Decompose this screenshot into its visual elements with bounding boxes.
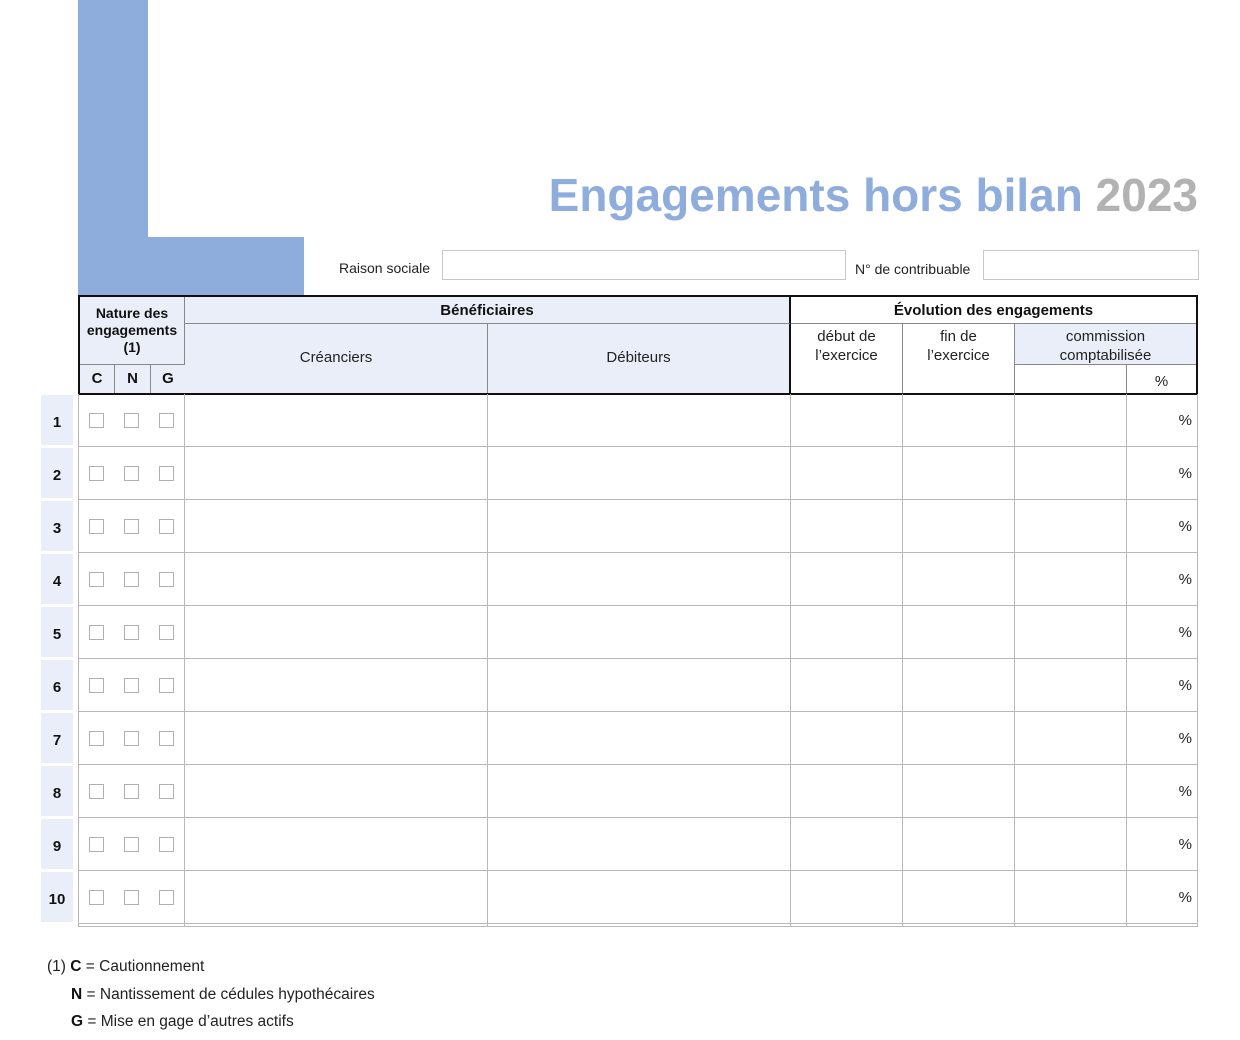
checkbox-n[interactable] <box>124 784 139 799</box>
checkbox-g[interactable] <box>159 890 174 905</box>
checkbox-g[interactable] <box>159 837 174 852</box>
checkbox-g[interactable] <box>159 784 174 799</box>
row-number: 5 <box>41 607 73 657</box>
checkbox-n[interactable] <box>124 890 139 905</box>
percent-sign: % <box>1178 518 1192 535</box>
checkbox-n[interactable] <box>124 519 139 534</box>
table-row <box>79 394 1197 447</box>
checkbox-c[interactable] <box>89 837 104 852</box>
raison-sociale-label: Raison sociale <box>339 260 431 276</box>
percent-sign: % <box>1178 836 1192 853</box>
checkbox-n[interactable] <box>124 466 139 481</box>
contribuable-label: N° de contribuable <box>855 261 971 277</box>
percent-sign: % <box>1178 465 1192 482</box>
row-number: 2 <box>41 448 73 498</box>
footnote-code-g: G <box>71 1013 84 1030</box>
header-debut: début de l’exercice <box>791 324 903 393</box>
checkbox-c[interactable] <box>89 572 104 587</box>
header-evolution: Évolution des engagements <box>791 297 1196 324</box>
table-row <box>79 553 1197 606</box>
checkbox-n[interactable] <box>124 413 139 428</box>
title-main: Engagements hors bilan <box>548 169 1083 221</box>
title-year: 2023 <box>1095 169 1198 221</box>
table-row <box>79 500 1197 553</box>
header-beneficiaires: Bénéficiaires <box>185 297 791 324</box>
percent-sign: % <box>1178 889 1192 906</box>
footnote-line-3 <box>71 1013 294 1031</box>
checkbox-g[interactable] <box>159 625 174 640</box>
footnote-line-1 <box>47 958 204 976</box>
table-row <box>79 712 1197 765</box>
row-number: 8 <box>41 766 73 816</box>
checkbox-g[interactable] <box>159 572 174 587</box>
table-row <box>79 765 1197 818</box>
checkbox-g[interactable] <box>159 731 174 746</box>
row-number: 4 <box>41 554 73 604</box>
checkbox-g[interactable] <box>159 678 174 693</box>
checkbox-c[interactable] <box>89 625 104 640</box>
decorative-bar-horizontal <box>78 237 304 296</box>
checkbox-g[interactable] <box>159 413 174 428</box>
row-number: 3 <box>41 501 73 551</box>
row-number: 9 <box>41 819 73 869</box>
checkbox-g[interactable] <box>159 519 174 534</box>
table-row <box>79 659 1197 712</box>
row-number: 7 <box>41 713 73 763</box>
checkbox-g[interactable] <box>159 466 174 481</box>
percent-sign: % <box>1178 624 1192 641</box>
footnote-line-2 <box>71 986 375 1004</box>
checkbox-n[interactable] <box>124 837 139 852</box>
checkbox-n[interactable] <box>124 678 139 693</box>
percent-sign: % <box>1178 730 1192 747</box>
percent-sign: % <box>1178 783 1192 800</box>
header-debiteurs: Débiteurs <box>488 324 791 393</box>
table-row <box>79 871 1197 924</box>
checkbox-c[interactable] <box>89 731 104 746</box>
header-creanciers: Créanciers <box>185 324 488 393</box>
table-header <box>78 295 1198 395</box>
table-body <box>78 394 1198 927</box>
header-fin: fin de l’exercice <box>903 324 1015 393</box>
checkbox-c[interactable] <box>89 519 104 534</box>
checkbox-n[interactable] <box>124 731 139 746</box>
header-col-n: N <box>115 365 151 393</box>
table-row <box>79 606 1197 659</box>
footnote-text-g: = Mise en gage d’autres actifs <box>87 1013 294 1030</box>
header-commission-amount <box>1015 365 1127 393</box>
footnote-code-c: C <box>70 958 82 975</box>
checkbox-c[interactable] <box>89 466 104 481</box>
footnote-text-c: = Cautionnement <box>85 958 205 975</box>
header-col-c: C <box>80 365 115 393</box>
table-row <box>79 447 1197 500</box>
percent-sign: % <box>1178 677 1192 694</box>
checkbox-c[interactable] <box>89 413 104 428</box>
percent-sign: % <box>1178 412 1192 429</box>
table-row <box>79 818 1197 871</box>
header-col-g: G <box>151 365 186 393</box>
footnote-code-n: N <box>71 986 83 1003</box>
contribuable-field[interactable] <box>983 250 1199 280</box>
page-title <box>549 168 1198 222</box>
header-commission: commission comptabilisée <box>1015 324 1196 365</box>
row-number: 6 <box>41 660 73 710</box>
raison-sociale-field[interactable] <box>442 250 846 280</box>
checkbox-c[interactable] <box>89 678 104 693</box>
header-pct: % <box>1154 373 1169 390</box>
checkbox-c[interactable] <box>89 890 104 905</box>
checkbox-n[interactable] <box>124 625 139 640</box>
row-number: 10 <box>41 872 73 922</box>
row-number: 1 <box>41 395 73 445</box>
checkbox-n[interactable] <box>124 572 139 587</box>
footnote-text-n: = Nantissement de cédules hypothécaires <box>86 986 375 1003</box>
checkbox-c[interactable] <box>89 784 104 799</box>
percent-sign: % <box>1178 571 1192 588</box>
header-nature: Nature des engagements (1) <box>80 297 185 365</box>
footnote-marker: (1) <box>47 958 66 975</box>
